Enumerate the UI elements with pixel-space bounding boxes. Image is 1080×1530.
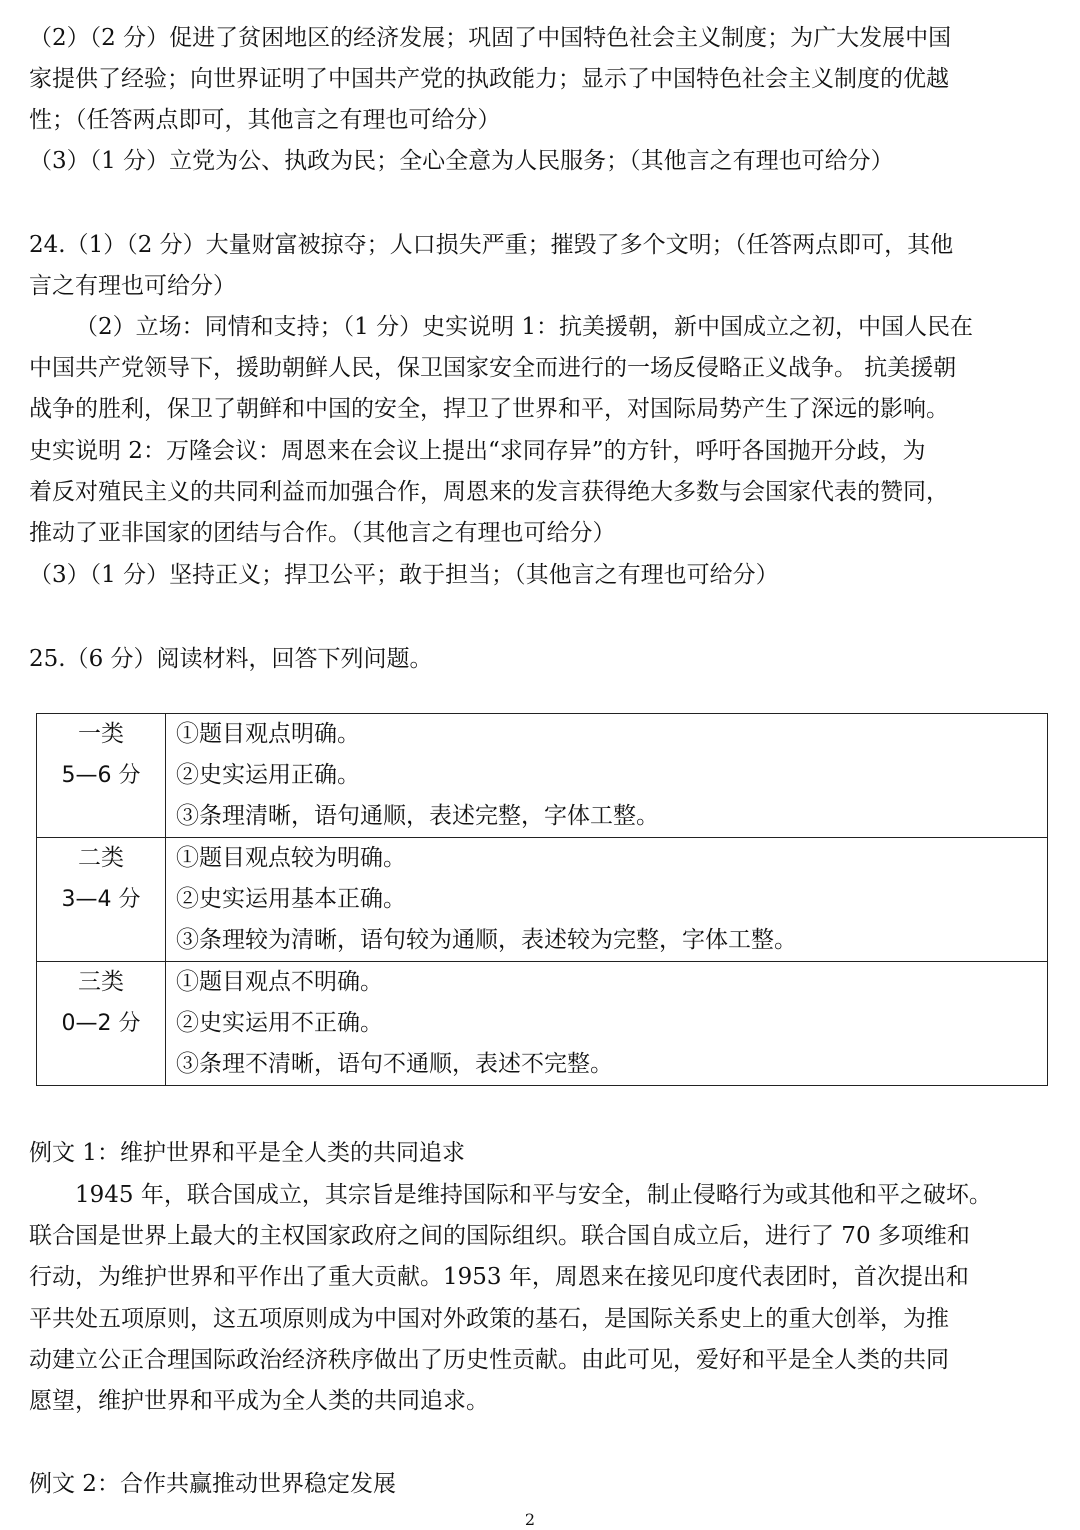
rubric-criterion: ②史实运用基本正确。 [176, 886, 406, 912]
example1-line: 平共处五项原则，这五项原则成为中国对外政策的基石，是国际关系史上的重大创举，为推 [29, 1306, 949, 1332]
rubric-table [36, 713, 1048, 1086]
example1-line: 1945 年，联合国成立，其宗旨是维持国际和平与安全，制止侵略行为或其他和平之破坏。 [75, 1182, 992, 1208]
rubric-level-cell [37, 714, 166, 838]
q24-line: 24.（1）（2 分）大量财富被掠夺；人口损失严重；摧毁了多个文明；（任答两点即可，其他 [29, 232, 954, 258]
rubric-criteria-cell [166, 962, 1048, 1086]
rubric-row [37, 962, 1048, 1086]
q24-line: 推动了亚非国家的团结与合作。（其他言之有理也可给分） [29, 520, 616, 546]
rubric-criterion: ①题目观点明确。 [176, 721, 360, 747]
rubric-range: 0—2 分 [61, 1011, 141, 1036]
answer-line: （3）（1 分）立党为公、执政为民；全心全意为人民服务；（其他言之有理也可给分） [29, 148, 894, 174]
example1-line: 行动，为维护世界和平作出了重大贡献。1953 年，周恩来在接见印度代表团时，首次提出和 [29, 1264, 969, 1290]
rubric-criterion: ②史实运用不正确。 [176, 1010, 383, 1036]
rubric-criteria-cell [166, 714, 1048, 838]
rubric-level-cell [37, 838, 166, 962]
rubric-criterion: ③条理清晰，语句通顺，表述完整，字体工整。 [176, 803, 659, 829]
q24-line: 中国共产党领导下，援助朝鲜人民，保卫国家安全而进行的一场反侵略正义战争。 抗美援朝 [29, 355, 957, 381]
answer-line: 家提供了经验；向世界证明了中国共产党的执政能力；显示了中国特色社会主义制度的优越 [29, 66, 949, 92]
q24-line: 战争的胜利，保卫了朝鲜和中国的安全，捍卫了世界和平，对国际局势产生了深远的影响。 [29, 396, 949, 422]
q24-line: （3）（1 分）坚持正义；捍卫公平；敢于担当；（其他言之有理也可给分） [29, 562, 779, 588]
rubric-level: 三类 [78, 969, 124, 995]
rubric-criterion: ①题目观点较为明确。 [176, 845, 406, 871]
rubric-range: 5—6 分 [61, 763, 141, 788]
rubric-level-cell [37, 962, 166, 1086]
rubric-criterion: ③条理较为清晰，语句较为通顺，表述较为完整，字体工整。 [176, 927, 797, 953]
rubric-row [37, 714, 1048, 838]
rubric-criterion: ①题目观点不明确。 [176, 969, 383, 995]
example1-line: 愿望，维护世界和平成为全人类的共同追求。 [29, 1388, 489, 1414]
page-number: 2 [524, 1510, 536, 1529]
rubric-criterion: ③条理不清晰，语句不通顺，表述不完整。 [176, 1051, 613, 1077]
answer-line: （2）（2 分）促进了贫困地区的经济发展；巩固了中国特色社会主义制度；为广大发展中国 [29, 25, 952, 51]
q24-line: （2）立场：同情和支持；（1 分）史实说明 1：抗美援朝，新中国成立之初，中国人民在 [75, 314, 974, 340]
example1-line: 动建立公正合理国际政治经济秩序做出了历史性贡献。由此可见，爱好和平是全人类的共同 [29, 1347, 949, 1373]
example1-line: 联合国是世界上最大的主权国家政府之间的国际组织。联合国自成立后，进行了 70 多项维和 [29, 1223, 970, 1249]
example1-title: 例文 1：维护世界和平是全人类的共同追求 [29, 1140, 465, 1166]
example2-title: 例文 2：合作共赢推动世界稳定发展 [29, 1471, 396, 1497]
answer-line: 性；（任答两点即可，其他言之有理也可给分） [29, 107, 501, 133]
rubric-criterion: ②史实运用正确。 [176, 762, 360, 788]
rubric-level: 二类 [78, 845, 124, 871]
rubric-row [37, 838, 1048, 962]
rubric-criteria-cell [166, 838, 1048, 962]
q24-line: 言之有理也可给分） [29, 273, 236, 299]
q25-heading: 25.（6 分）阅读材料，回答下列问题。 [29, 646, 433, 672]
q24-line: 着反对殖民主义的共同利益而加强合作，周恩来的发言获得绝大多数与会国家代表的赞同， [29, 479, 949, 505]
rubric-level: 一类 [78, 721, 124, 747]
q24-line: 史实说明 2：万隆会议：周恩来在会议上提出“求同存异”的方针，呼吁各国抛开分歧，为 [29, 438, 926, 464]
rubric-range: 3—4 分 [61, 887, 141, 912]
